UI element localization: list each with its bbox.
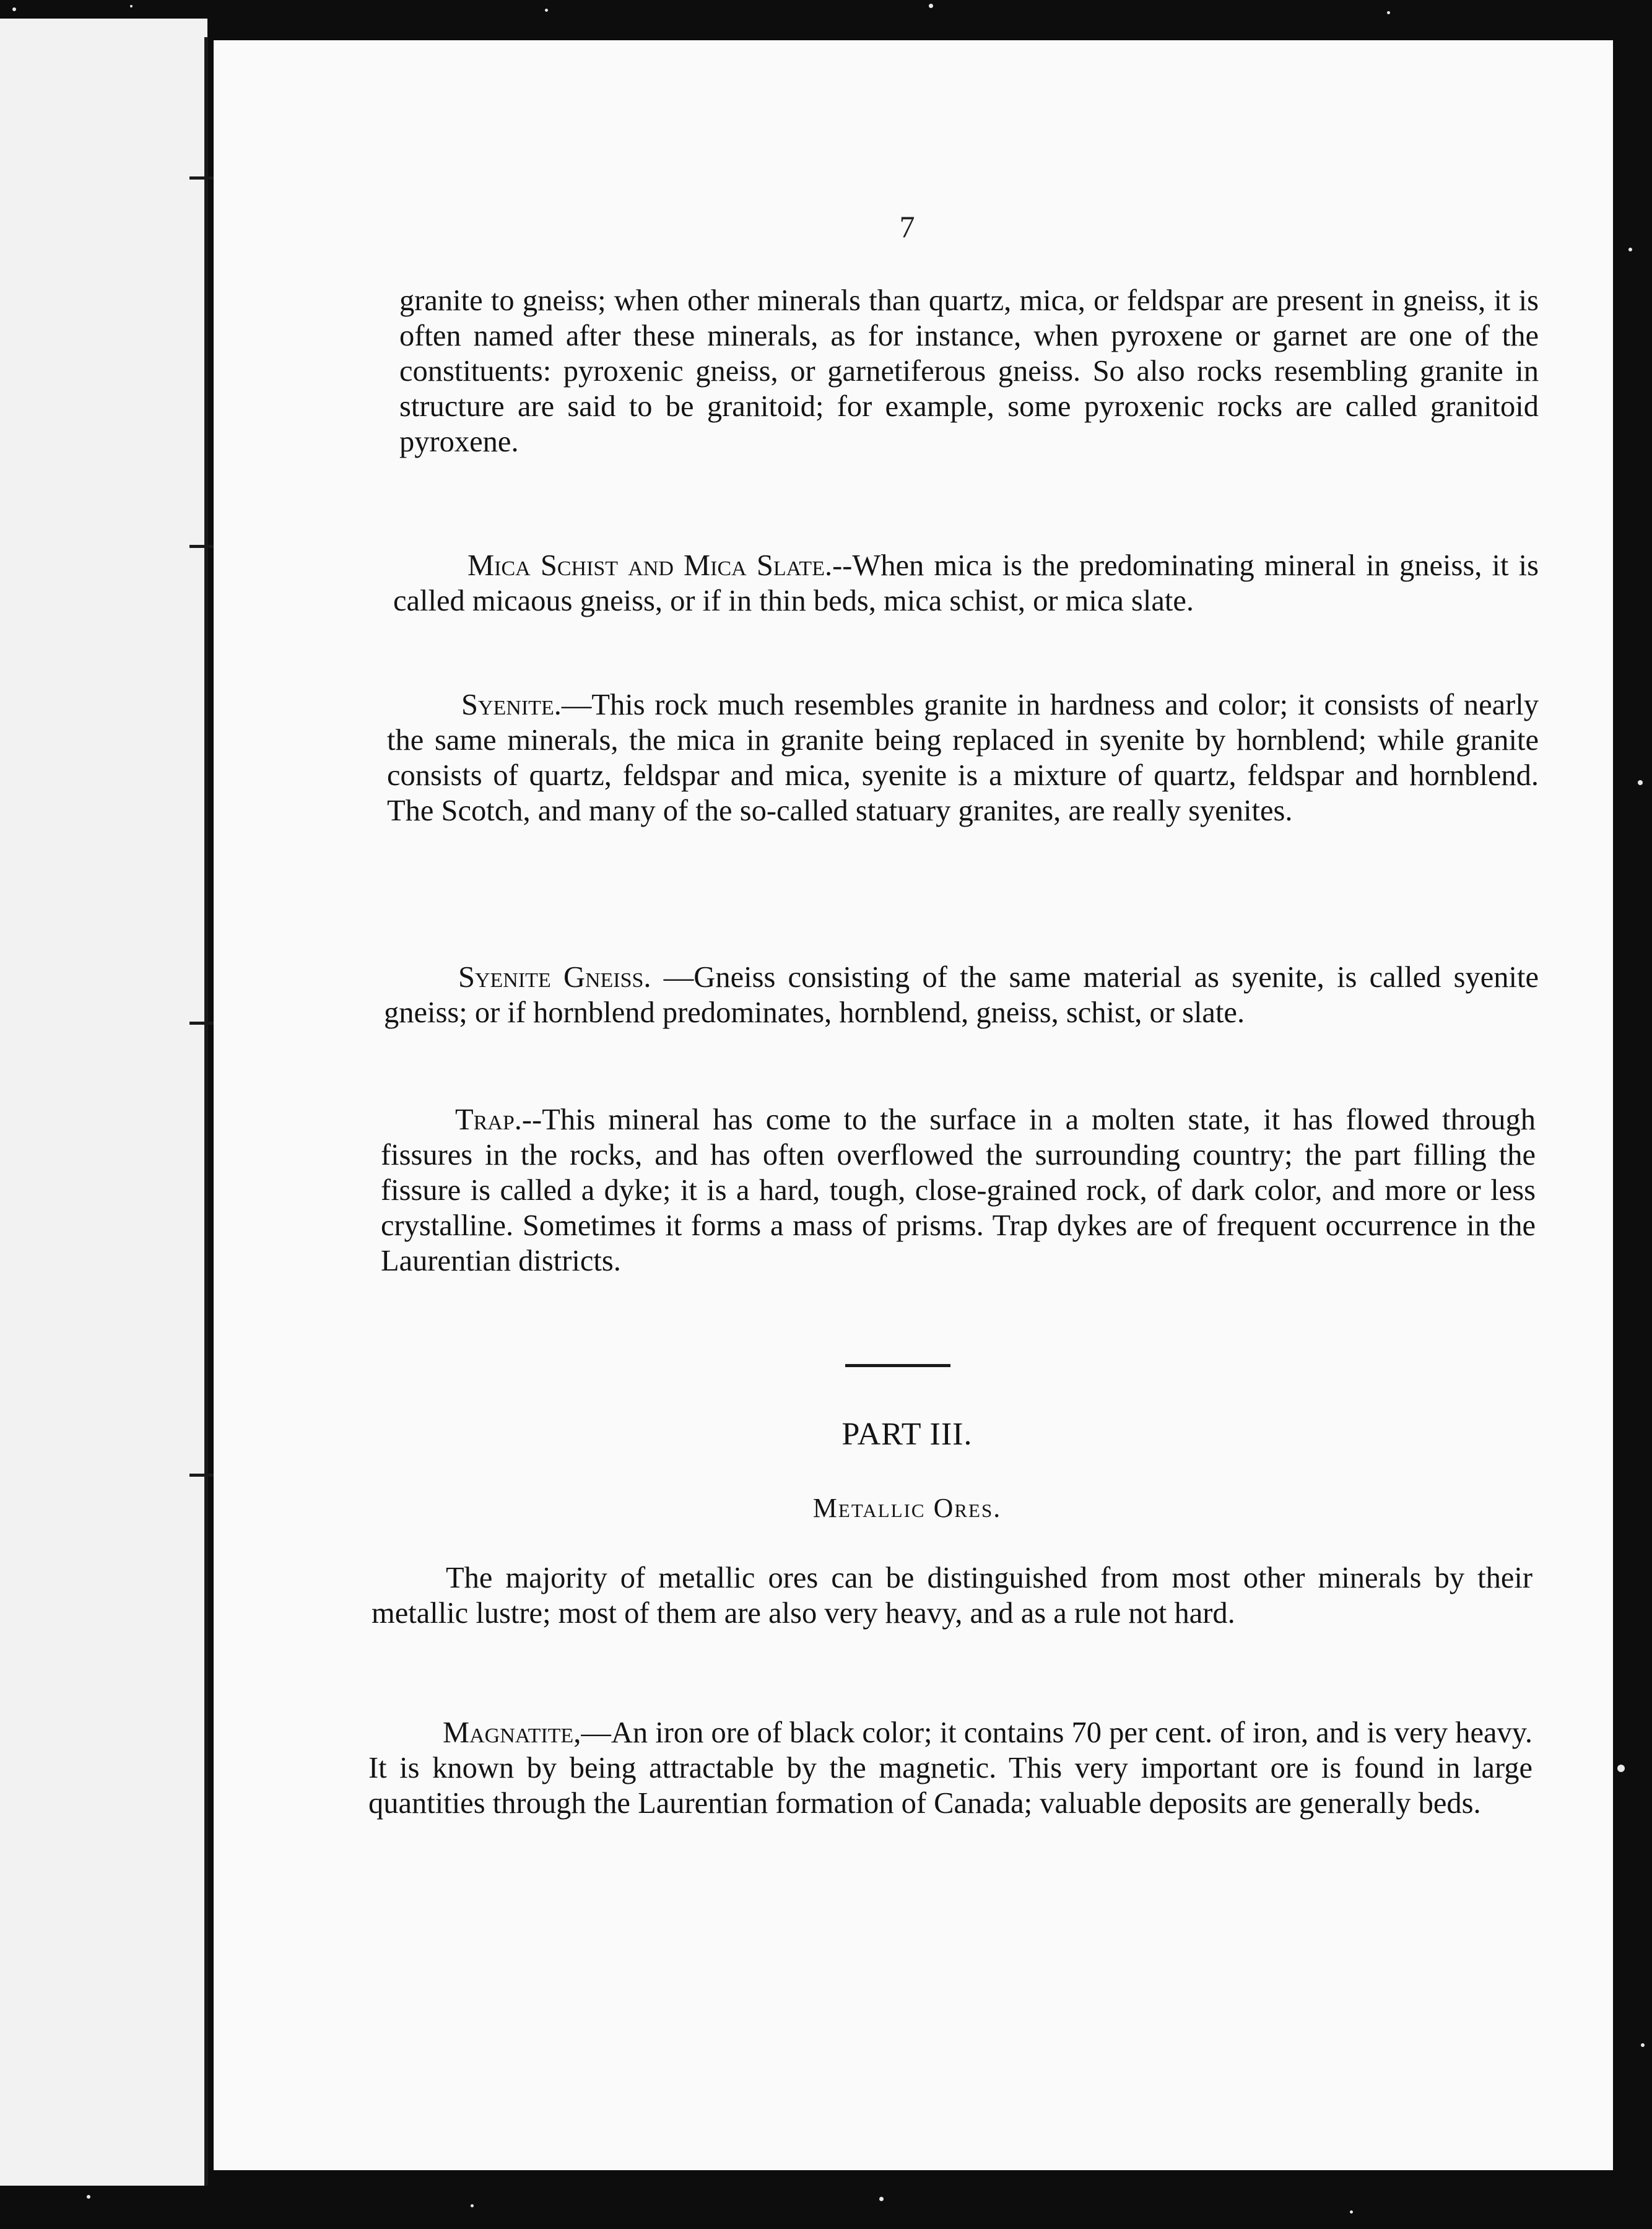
paragraph-syenite-gneiss bbox=[384, 960, 1539, 1030]
part-title: PART III. bbox=[841, 1417, 973, 1452]
paragraph-heading: Syenite Gneiss. bbox=[458, 961, 651, 994]
film-speck bbox=[545, 9, 548, 12]
paragraph-heading: Trap. bbox=[455, 1103, 522, 1136]
page-number: 7 bbox=[899, 209, 915, 244]
film-speck bbox=[471, 2204, 474, 2207]
film-speck bbox=[1350, 2210, 1353, 2214]
film-speck bbox=[1641, 2043, 1645, 2047]
paragraph-metallic-ores-intro bbox=[372, 1560, 1532, 1631]
paragraph-mica-schist bbox=[393, 548, 1539, 619]
paragraph-text: —This rock much resembles granite in hardness and color; it consists of nearly the same minerals, the mica in granite being replaced in syenite by hornblend; while granite consists of quartz, feldspar and mica, syenite is a mixture of quartz, feldspar and hornblend. The Scotch, and many of the so-called statuary granites, are really syenites. bbox=[387, 689, 1539, 827]
book-page bbox=[214, 40, 1613, 2170]
film-speck bbox=[130, 5, 133, 7]
film-speck bbox=[879, 2197, 884, 2201]
film-speck bbox=[1638, 780, 1643, 785]
paragraph-text: —Gneiss consisting of the same material as syenite, is called syenite gneiss; or if hornblend predominates, hornblend, gneiss, schist, or slate. bbox=[384, 961, 1539, 1029]
film-speck bbox=[87, 2195, 90, 2199]
paragraph-text: --This mineral has come to the surface in a molten state, it has flowed through fissures in the rocks, and has often overflowed the surrounding country; the part filling the fissure is called a dyke; it is a hard, tough, close-grained rock, of dark color, and more or less crystalline. Sometimes it forms a mass of prisms. Trap dykes are of frequent occurrence in the Laurentian districts. bbox=[381, 1103, 1536, 1277]
paragraph-text: The majority of metallic ores can be distinguished from most other minerals by their metallic lustre; most of them are also very heavy, and as a rule not hard. bbox=[372, 1562, 1532, 1630]
paragraph-gneiss-continued bbox=[399, 283, 1539, 459]
paragraph-syenite bbox=[387, 687, 1539, 828]
paragraph-text: --When mica is the predominating mineral in gneiss, it is called micaous gneiss, or if in thin beds, mica schist, or mica slate. bbox=[393, 549, 1539, 617]
paragraph-magnatite bbox=[368, 1715, 1532, 1821]
film-speck bbox=[1628, 248, 1632, 251]
film-speck bbox=[1387, 11, 1390, 14]
paragraph-text: granite to gneiss; when other minerals than quartz, mica, or feldspar are present in gneiss, it is often named after these minerals, as for instance, when pyroxene or garnet are one of the constituents: pyroxenic gneiss, or garnetiferous gneiss. So also rocks resembling granite in structure are said to be granitoid; for example, some pyroxenic rocks are called granitoid pyroxene. bbox=[399, 284, 1539, 458]
paragraph-trap bbox=[381, 1102, 1536, 1279]
paragraph-heading: Syenite. bbox=[461, 689, 562, 721]
paragraph-heading: Magnatite, bbox=[443, 1716, 581, 1749]
film-speck bbox=[929, 4, 933, 8]
film-speck bbox=[1617, 1765, 1625, 1772]
binding-gutter-line bbox=[204, 37, 208, 2186]
section-title: Metallic Ores. bbox=[812, 1493, 1002, 1523]
paragraph-text: —An iron ore of black color; it contains 70 per cent. of iron, and is very heavy. It is known by being attractable by the magnetic. This very important ore is found in large quantities through the Laurentian formation of Canada; valuable deposits are generally beds. bbox=[368, 1716, 1532, 1820]
paragraph-heading: Mica Schist and Mica Slate. bbox=[467, 549, 833, 582]
section-divider bbox=[845, 1364, 950, 1367]
film-speck bbox=[12, 7, 16, 11]
facing-page-edge bbox=[0, 19, 207, 2186]
